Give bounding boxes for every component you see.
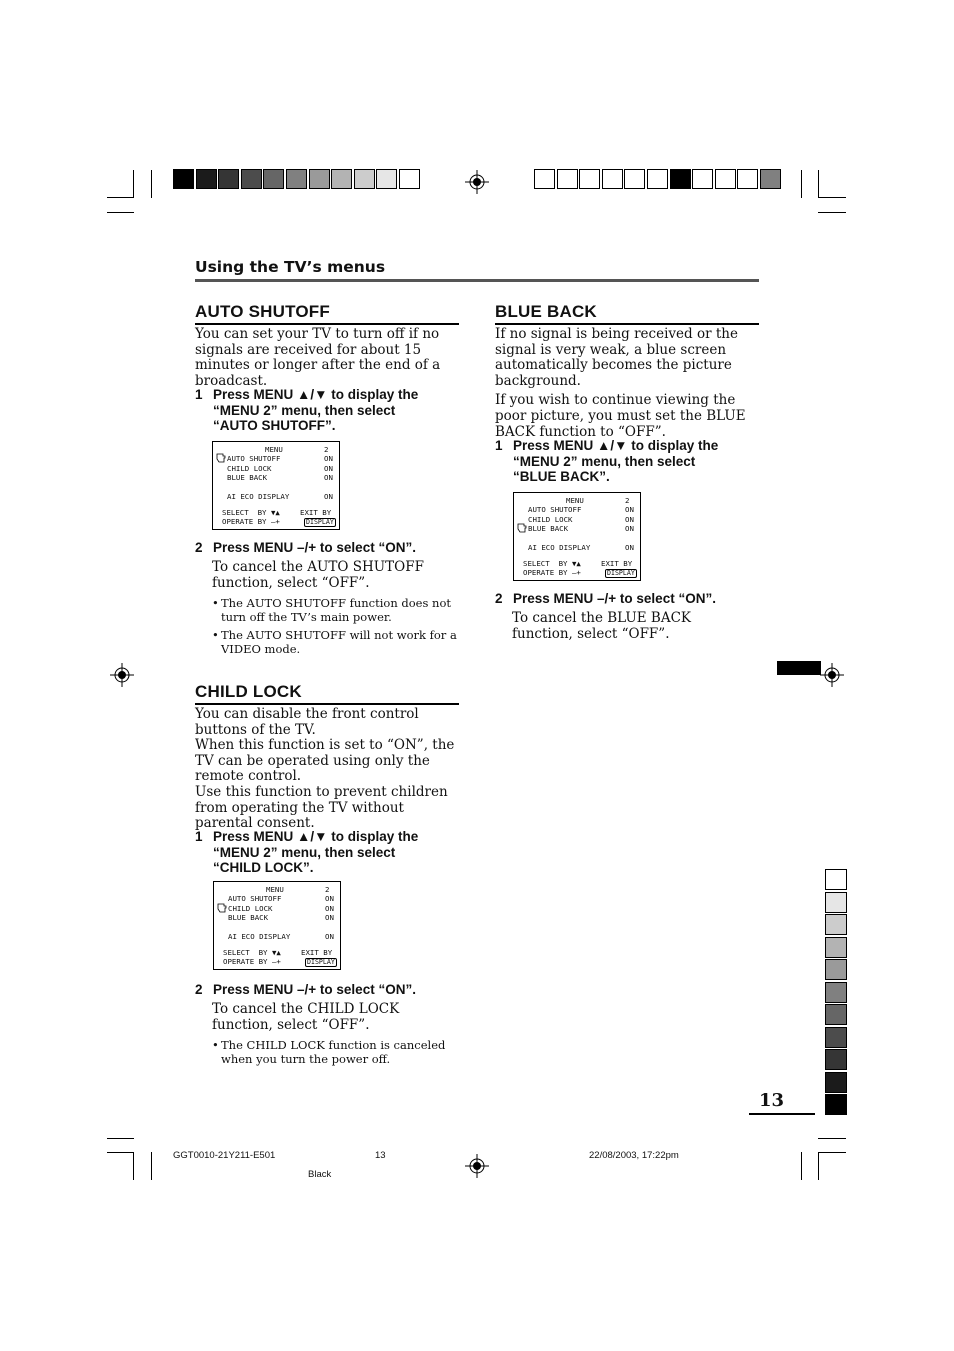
step-text: Press MENU ▲/▼ to display the “MENU 2” menu, then select “BLUE BACK”. <box>513 438 719 485</box>
registration-mark-icon <box>465 1154 489 1178</box>
child-lock-step-1 <box>195 829 459 877</box>
crop-mark <box>107 1152 134 1153</box>
menu-item-label: BLUE BACK <box>228 913 269 922</box>
color-swatch <box>354 169 375 189</box>
color-swatch <box>670 169 691 189</box>
note-text: The AUTO SHUTOFF function does not turn off the TV’s main power. <box>221 596 451 624</box>
menu-screen-blue-back <box>513 492 641 581</box>
menu-item-value: ON <box>325 903 334 913</box>
menu-screen-auto-shutoff <box>212 441 340 530</box>
page-number-rule <box>749 1113 815 1115</box>
step-text: Press MENU ▲/▼ to display the “MENU 2” menu, then select “CHILD LOCK”. <box>213 829 419 876</box>
color-swatch <box>331 169 352 189</box>
step-number: 1 <box>195 829 203 844</box>
menu-title: MENU <box>266 885 284 894</box>
crop-mark <box>107 197 134 198</box>
gray-swatch <box>825 1027 847 1048</box>
blue-back-step-1 <box>495 438 759 486</box>
menu-item-label: BLUE BACK <box>227 473 268 482</box>
step-number: 2 <box>195 982 203 997</box>
color-swatch <box>624 169 645 189</box>
color-swatch <box>399 169 420 189</box>
menu-item-label: AI ECO DISPLAY <box>228 932 291 941</box>
paragraph: When this function is set to “ON”, the TV can be operated using only the remote control. <box>195 737 455 785</box>
crop-mark <box>818 1152 819 1180</box>
crop-mark <box>818 197 846 198</box>
menu-exit-hint: EXIT BY <box>601 559 633 568</box>
menu-item-value: ON <box>325 894 334 903</box>
menu-title: MENU <box>265 445 283 454</box>
paragraph: You can disable the front control buttons of the TV. <box>195 706 419 738</box>
menu-item-value: ON <box>324 473 333 482</box>
menu-exit-hint: EXIT BY <box>300 508 332 517</box>
menu-exit-hint: EXIT BY <box>301 948 333 957</box>
step-number: 2 <box>195 540 203 555</box>
menu-item-value: ON <box>625 543 634 552</box>
gray-swatch <box>825 869 847 890</box>
color-swatch <box>286 169 307 189</box>
gray-swatch <box>825 1004 847 1025</box>
crop-mark <box>818 170 819 198</box>
registration-mark-icon <box>465 170 489 194</box>
menu-item-value: ON <box>324 454 333 463</box>
blue-back-cancel: To cancel the BLUE BACK function, select “OFF”. <box>512 610 691 642</box>
step-number: 1 <box>495 438 503 453</box>
footer-color: Black <box>308 1169 332 1180</box>
auto-shutoff-step-2 <box>195 540 465 556</box>
crop-mark <box>818 212 846 213</box>
gray-swatch <box>825 1094 847 1115</box>
menu-item-value: ON <box>625 505 634 514</box>
gray-swatch <box>825 959 847 980</box>
menu-item-value: ON <box>325 913 334 922</box>
note-bullet: • The CHILD LOCK function is canceled when you turn the power off. <box>212 1038 446 1066</box>
color-swatch <box>534 169 555 189</box>
page-number: 13 <box>759 1090 785 1111</box>
menu-item-value: ON <box>625 524 634 533</box>
auto-shutoff-cancel: To cancel the AUTO SHUTOFF function, select “OFF”. <box>212 559 424 591</box>
step-text: Press MENU ▲/▼ to display the “MENU 2” menu, then select “AUTO SHUTOFF”. <box>213 387 419 434</box>
gray-swatch <box>825 1049 847 1070</box>
menu-operate-hint: OPERATE BY –+ <box>223 957 281 966</box>
color-swatch <box>737 169 758 189</box>
step-text: Press MENU –/+ to select “ON”. <box>213 540 416 555</box>
gray-swatch <box>825 1072 847 1093</box>
blue-back-intro <box>495 327 759 440</box>
crop-mark <box>151 1152 152 1180</box>
color-swatch <box>579 169 600 189</box>
color-swatch <box>692 169 713 189</box>
menu-item-value: ON <box>324 463 333 473</box>
menu-select-hint: SELECT BY ▼▲ <box>222 508 280 517</box>
header-rule <box>195 279 759 282</box>
color-swatch <box>196 169 217 189</box>
menu-item-label: CHILD LOCK <box>528 514 573 524</box>
menu-operate-hint: OPERATE BY –+ <box>523 568 581 577</box>
step-number: 2 <box>495 591 503 606</box>
display-key: DISPLAY <box>307 958 335 966</box>
gray-swatch <box>825 937 847 958</box>
color-swatch <box>376 169 397 189</box>
color-swatch <box>309 169 330 189</box>
display-key: DISPLAY <box>607 569 635 577</box>
menu-item-label: AI ECO DISPLAY <box>528 543 591 552</box>
footer-code: GGT0010-21Y211-E501 <box>173 1150 276 1161</box>
crop-mark <box>133 1152 134 1180</box>
footer-page: 13 <box>375 1150 386 1161</box>
crop-mark <box>151 170 152 198</box>
menu-item-label: CHILD LOCK <box>228 903 273 913</box>
note-text: The AUTO SHUTOFF will not work for a VIDEO mode. <box>221 628 457 656</box>
paragraph: If no signal is being received or the signal is very weak, a blue screen automatically becomes the picture background. <box>495 326 738 389</box>
display-key: DISPLAY <box>306 518 334 526</box>
menu-item-label: BLUE BACK <box>528 524 569 533</box>
menu-screen-child-lock <box>213 881 341 970</box>
blue-back-step-2 <box>495 591 765 607</box>
color-swatch <box>647 169 668 189</box>
menu-page: 2 <box>325 885 330 894</box>
gray-swatch <box>825 892 847 913</box>
color-swatch <box>715 169 736 189</box>
menu-item-label: AI ECO DISPLAY <box>227 492 290 501</box>
crop-mark <box>801 170 802 198</box>
hand-pointer-icon <box>517 522 528 533</box>
color-swatch <box>263 169 284 189</box>
section-rule <box>195 703 459 705</box>
color-swatch <box>760 169 781 189</box>
color-swatch <box>241 169 262 189</box>
registration-mark-icon <box>820 663 844 687</box>
hand-pointer-icon <box>216 452 227 463</box>
paragraph: You can set your TV to turn off if no signals are received for about 15 minutes or longer after the end of a broadcast. <box>195 326 441 389</box>
hand-pointer-icon <box>217 902 228 913</box>
auto-shutoff-step-1 <box>195 387 459 435</box>
note-text: The CHILD LOCK function is canceled when you turn the power off. <box>221 1038 446 1066</box>
menu-select-hint: SELECT BY ▼▲ <box>523 559 581 568</box>
section-rule <box>495 323 759 325</box>
crop-mark <box>818 1152 846 1153</box>
menu-item-label: AUTO SHUTOFF <box>228 894 282 903</box>
paragraph: Use this function to prevent children from operating the TV without parental consent. <box>195 783 448 832</box>
blue-back-heading: BLUE BACK <box>495 302 597 321</box>
crop-mark <box>801 1152 802 1180</box>
menu-item-label: CHILD LOCK <box>227 463 272 473</box>
color-swatch <box>218 169 239 189</box>
crop-mark <box>107 1138 134 1139</box>
step-text: Press MENU –/+ to select “ON”. <box>513 591 716 606</box>
menu-operate-hint: OPERATE BY –+ <box>222 517 280 526</box>
color-swatch <box>602 169 623 189</box>
note-bullet: • The AUTO SHUTOFF will not work for a VIDEO mode. <box>212 628 457 656</box>
menu-item-label: AUTO SHUTOFF <box>227 454 281 463</box>
step-number: 1 <box>195 387 203 402</box>
section-rule <box>195 323 459 325</box>
paragraph: If you wish to continue viewing the poor picture, you must set the BLUE BACK function to “OFF”. <box>495 392 746 440</box>
menu-item-value: ON <box>325 932 334 941</box>
note-bullet: • The AUTO SHUTOFF function does not turn off the TV’s main power. <box>212 596 451 624</box>
child-lock-intro <box>195 707 461 832</box>
child-lock-heading: CHILD LOCK <box>195 682 302 701</box>
page-header-title: Using the TV’s menus <box>195 258 386 276</box>
crop-mark <box>818 1138 846 1139</box>
menu-page: 2 <box>324 445 329 454</box>
section-tab <box>777 661 821 675</box>
footer-datetime: 22/08/2003, 17:22pm <box>589 1150 679 1161</box>
auto-shutoff-heading: AUTO SHUTOFF <box>195 302 330 321</box>
menu-item-value: ON <box>324 492 333 501</box>
menu-select-hint: SELECT BY ▼▲ <box>223 948 281 957</box>
step-text: Press MENU –/+ to select “ON”. <box>213 982 416 997</box>
gray-swatch <box>825 982 847 1003</box>
menu-item-value: ON <box>625 514 634 524</box>
registration-mark-icon <box>110 663 134 687</box>
color-swatch <box>173 169 194 189</box>
auto-shutoff-intro <box>195 327 459 389</box>
crop-mark <box>133 170 134 198</box>
menu-page: 2 <box>625 496 630 505</box>
menu-item-label: AUTO SHUTOFF <box>528 505 582 514</box>
child-lock-cancel: To cancel the CHILD LOCK function, select “OFF”. <box>212 1001 400 1033</box>
gray-swatch <box>825 914 847 935</box>
menu-title: MENU <box>566 496 584 505</box>
crop-mark <box>107 212 134 213</box>
color-swatch <box>557 169 578 189</box>
child-lock-step-2 <box>195 982 465 998</box>
